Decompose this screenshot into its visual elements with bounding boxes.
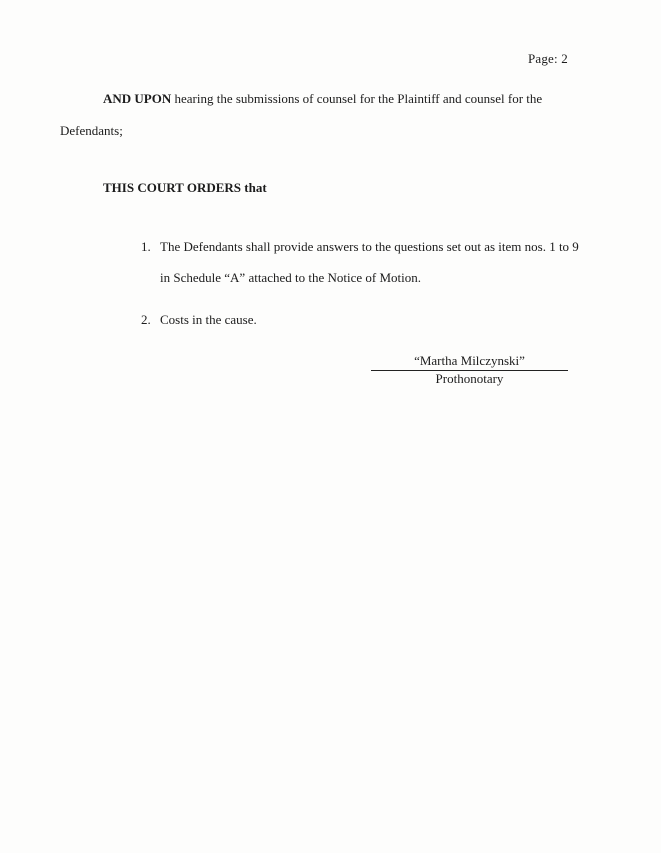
paragraph-and-upon: [103, 91, 542, 107]
order-item-number: 1.: [141, 239, 151, 254]
order-item-text: The Defendants shall provide answers to the questions set out as item nos. 1 to 9: [160, 239, 579, 254]
signatory-name: “Martha Milczynski”: [371, 353, 568, 371]
signatory-title: Prothonotary: [435, 371, 504, 386]
page-number: Page: 2: [527, 51, 568, 66]
order-item-number: 2.: [141, 312, 151, 327]
order-item-1-continuation: in Schedule “A” attached to the Notice of Motion.: [160, 270, 422, 285]
paragraph-lead: AND UPON: [103, 91, 172, 106]
paragraph-continuation: Defendants;: [60, 123, 123, 138]
order-item-text: Costs in the cause.: [160, 312, 257, 327]
signature-block: [371, 353, 568, 387]
paragraph-text: hearing the submissions of counsel for the Plaintiff and counsel for the: [171, 91, 543, 106]
orders-heading: THIS COURT ORDERS that: [103, 180, 267, 195]
